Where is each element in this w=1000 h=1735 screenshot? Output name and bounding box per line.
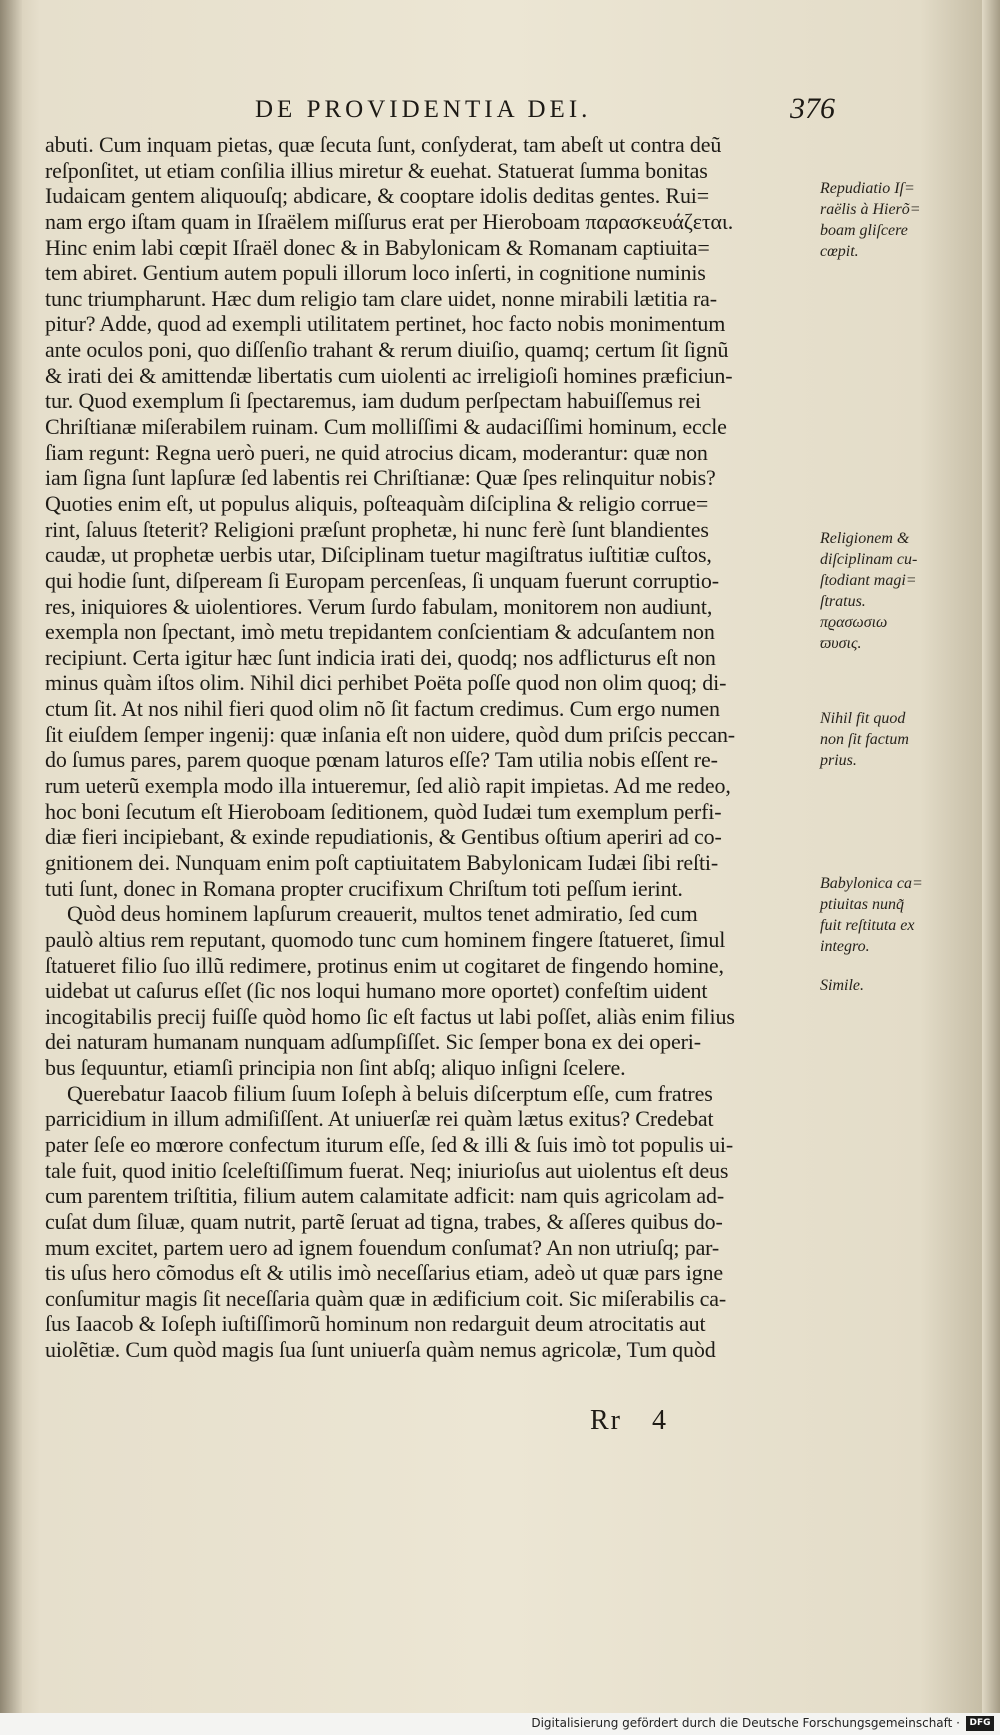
text-line: ſus Iaacob & Ioſeph iuſtiſſimorũ hominum non redarguit deum atrocitatis aut <box>45 1311 706 1337</box>
text-line: cum parentem triſtitia, filium autem calamitate adficit: nam quis agricolam ad- <box>45 1183 725 1209</box>
funding-credit: Digitalisierung gefördert durch die Deutsche Forschungsgemeinschaft · <box>531 1716 960 1730</box>
text-line: nam ergo iſtam quam in Iſraëlem miſſurus erat per Hieroboam παρασκευάζεται. <box>45 208 734 234</box>
text-line: ante oculos poni, quo diſſenſio trahant & rerum diuiſio, quamq; certum ſit ſignũ <box>45 337 729 363</box>
margin-note-line: ϖυσις. <box>820 635 862 652</box>
margin-note-line: fuit reſtituta ex <box>820 917 915 934</box>
text-line: tunc triumpharunt. Hæc dum religio tam clare uidet, nonne mirabili lætitia ra- <box>45 285 717 311</box>
text-line: ſiam regunt: Regna uerò pueri, ne quid atrocius dicam, moderantur: quæ non <box>45 439 708 465</box>
text-line: paulò altius rem reputant, quomodo tunc cum hominem fingere ſtatueret, ſimul <box>45 926 726 952</box>
signature-mark <box>590 1405 668 1437</box>
text-line: ſtatueret filio ſuo illũ redimere, protinus enim ut cogitaret de fingendo homine, <box>45 952 724 978</box>
text-line: ſit eiuſdem ſemper ingenij: quæ inſania eſt non uidere, quòd dum priſcis peccan- <box>45 721 735 747</box>
text-line: gnitionem dei. Nunquam enim poſt captiuitatem Babylonicam Iudæi ſibi reſti- <box>45 849 719 875</box>
text-line: Quoties enim eſt, ut populus aliquis, poſteaquàm diſciplina & religio corrue= <box>45 490 709 516</box>
text-line: do ſumus pares, parem quoque pœnam laturos eſſe? Tam utilia nobis eſſent re- <box>45 747 718 773</box>
text-line: minus quàm iſtos olim. Nihil dici perhibet Poëta poſſe quod non olim quoq; di- <box>45 670 727 696</box>
text-line: Chriſtianæ miſerabilem ruinam. Cum molliſſimi & audaciſſimi hominum, eccle <box>45 414 727 440</box>
text-line: uiolẽtiæ. Cum quòd magis ſua ſunt uniuerſa quàm nemus agricolæ, Tum quòd <box>45 1337 716 1363</box>
signature-letters: Rr <box>590 1405 622 1436</box>
signature-number: 4 <box>652 1405 668 1436</box>
text-line: tem abiret. Gentium autem populi illorum loco inſerti, in cognitione numinis <box>45 260 706 286</box>
text-line: ctum ſit. At nos nihil fieri quod olim nõ ſit factum credimus. Cum ergo numen <box>45 696 720 722</box>
margin-note-line: prius. <box>820 752 857 769</box>
text-line: rint, ſaluus ſteterit? Religioni præſunt prophetæ, hi nunc ferè ſunt blandientes <box>45 516 709 542</box>
margin-note-line: Simile. <box>820 977 864 994</box>
text-line: bus ſequuntur, etiamſi principia non ſint abſq; aliquo inſigni ſcelere. <box>45 1055 626 1081</box>
text-line: qui hodie ſunt, diſperеam ſi Europam percenſeas, ſi unquam fuerunt corruptio- <box>45 567 719 593</box>
text-line: rum ueterũ exempla modo illa intueremur, ſed aliò rapit impietas. Ad me redeo, <box>45 773 731 799</box>
margin-note-line: boam gliſcere <box>820 222 908 239</box>
margin-note-religionem <box>820 528 928 654</box>
text-line: caudæ, ut prophetæ uerbis utar, Diſciplinam tuetur magiſtratus iuſtitiæ cuſtos, <box>45 542 712 568</box>
text-line: & irati dei & amittendæ libertatis cum uiolenti ac irreligioſi homines præficiun- <box>45 362 733 388</box>
text-line: pitur? Adde, quod ad exempli utilitatem pertinet, hoc facto nobis monimentum <box>45 311 726 337</box>
margin-note-line: non ſit factum <box>820 731 909 748</box>
margin-note-line: Religionem & <box>820 530 910 547</box>
text-line: incogitabilis precij fuiſſe quòd homo ſic eſt factus ut labi poſſet, aliàs enim filius <box>45 1003 735 1029</box>
margin-note-line: Repudiatio Iſ= <box>820 180 915 197</box>
text-line: pater ſeſe eo mœrore confectum iturum eſſe, ſed & illi & ſuis imò tot populis ui- <box>45 1131 734 1157</box>
margin-note-line: integro. <box>820 938 870 955</box>
text-line: tis uſus hero cõmodus eſt & utilis imò neceſſarius etiam, adeò ut quæ pars igne <box>45 1260 723 1286</box>
text-line: cuſat dum ſiluæ, quam nutrit, partẽ ſeruat ad tigna, trabes, & aſſeres quibus do- <box>45 1208 723 1234</box>
margin-note-line: raëlis à Hierõ= <box>820 201 921 218</box>
margin-note-line: Babylonica ca= <box>820 875 923 892</box>
text-line: recipiunt. Certa igitur hæc ſunt indicia irati dei, quodq; nos adflicturus eſt non <box>45 644 716 670</box>
text-line: Querebatur Iaacob filium ſuum Ioſeph à beluis diſcerptum eſſe, cum fratres <box>67 1080 713 1106</box>
margin-note-line: ptiuitas nunq̃ <box>820 896 905 913</box>
text-line: diæ fieri incipiebant, & exinde repudiationis, & Gentibus oſtium aperiri ad co- <box>45 824 722 850</box>
page-header <box>255 92 875 132</box>
text-line: conſumitur magis ſit neceſſaria quàm quæ in ædificium coit. Sic miſerabilis ca- <box>45 1285 726 1311</box>
text-line: iam ſigna ſunt lapſuræ ſed labentis rei Chriſtianæ: Quæ ſpes relinquitur nobis? <box>45 465 716 491</box>
text-line: Hinc enim labi cœpit Iſraël donec & in Babylonicam & Romanam captiuita= <box>45 234 710 260</box>
text-line: tuti ſunt, donec in Romana propter crucifixum Chriſtum toti peſſum ierint. <box>45 875 683 901</box>
main-text-block <box>45 132 825 1363</box>
text-line: abuti. Cum inquam pietas, quæ ſecuta ſunt, conſyderat, tam abeſt ut contra deũ <box>45 132 722 157</box>
margin-note-nihil-fit <box>820 708 928 771</box>
footer-bar <box>0 1713 1000 1735</box>
margin-note-line: ſtratus. <box>820 593 866 610</box>
folio-number: 376 <box>790 92 835 125</box>
margin-note-line: Nihil fit quod <box>820 710 906 727</box>
text-line: uidebat ut caſurus eſſet (ſic nos loqui humano more oportet) confeſtim uident <box>45 978 708 1004</box>
text-line: Iudaicam gentem aliquouſq; abdicare, & cooptare idolis deditas gentes. Rui= <box>45 183 710 209</box>
text-line: reſponſitet, ut etiam conſilia illius miretur & euehat. Statuerat ſumma bonitas <box>45 157 708 183</box>
margin-note-simile <box>820 975 928 996</box>
text-line: tale fuit, quod initio ſceleſtiſſimum fuerat. Neq; iniurioſus aut uiolentus eſt deus <box>45 1157 729 1183</box>
margin-note-line: πϱασωσιω <box>820 614 888 631</box>
margin-note-line: ſtodiant magi= <box>820 572 917 589</box>
page-edge <box>982 0 1000 1735</box>
margin-note-line: diſciplinam cu- <box>820 551 918 568</box>
text-line: dei naturam humanam nunquam adſumpſiſſet. Sic ſemper bona ex dei operi- <box>45 1029 701 1055</box>
running-head: DE PROVIDENTIA DEI. <box>255 96 592 123</box>
margin-note-repudiatio <box>820 178 928 262</box>
dfg-logo-icon: DFG <box>966 1716 994 1731</box>
gutter-shadow <box>0 0 22 1735</box>
text-line: mum excitet, partem uero ad ignem fouendum conſumat? An non utriuſq; par- <box>45 1234 720 1260</box>
margin-note-babylonica <box>820 873 928 957</box>
margin-note-line: cœpit. <box>820 243 859 260</box>
text-line: tur. Quod exemplum ſi ſpectaremus, iam dudum perſpectam habuiſſemus rei <box>45 388 701 414</box>
text-line: res, iniquiores & uiolentiores. Verum ſurdo fabulam, monitorem non audiunt, <box>45 593 713 619</box>
text-line: exempla non ſpectant, imò metu trepidantem conſcientiam & adcuſantem non <box>45 619 715 645</box>
text-line: Quòd deus hominem lapſurum creauerit, multos tenet admiratio, ſed cum <box>67 901 698 927</box>
text-line: hoc boni ſecutum eſt Hieroboam ſeditionem, quòd Iudæi tum exemplum perfi- <box>45 798 722 824</box>
text-line: parricidium in illum admiſiſſent. At uniuerſæ rei quàm lætus exitus? Credebat <box>45 1106 714 1132</box>
